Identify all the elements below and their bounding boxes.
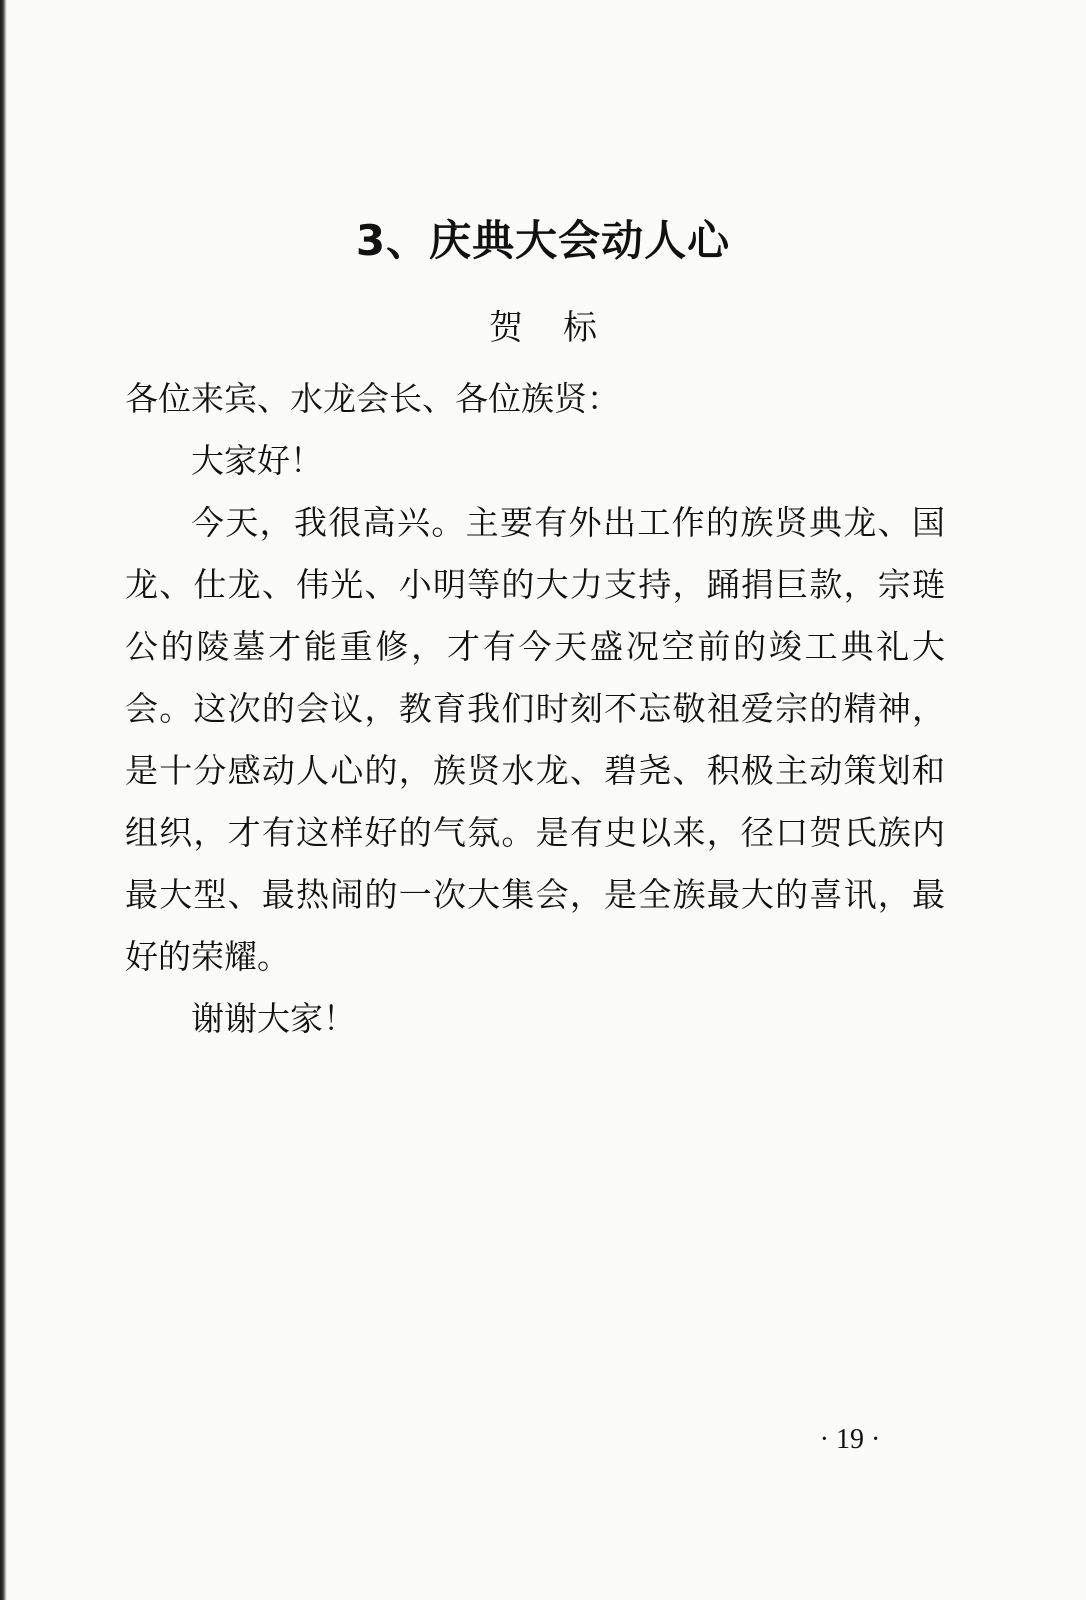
- salutation: 各位来宾、水龙会长、各位族贤：: [125, 379, 620, 418]
- author-name: 贺标: [489, 308, 637, 348]
- speech-text: [125, 368, 945, 1050]
- greeting: 大家好！: [191, 441, 323, 480]
- page-number: · 19 ·: [819, 1424, 881, 1455]
- closing: 谢谢大家！: [191, 999, 356, 1038]
- body-paragraph: 今天，我很高兴。主要有外出工作的族贤典龙、国龙、仕龙、伟光、小明等的大力支持，踊捐巨款，宗琏公的陵墓才能重修，才有今天盛况空前的竣工典礼大会。这次的会议，教育我们时刻不忘敬祖爱宗的精神，是十分感动人心的，族贤水龙、碧尧、积极主动策划和组织，才有这样好的气氛。是有史以来，径口贺氏族内最大型、最热闹的一次大集会，是全族最大的喜讯，最好的荣耀。: [125, 503, 945, 976]
- page-title: 3、庆典大会动人心: [355, 216, 731, 265]
